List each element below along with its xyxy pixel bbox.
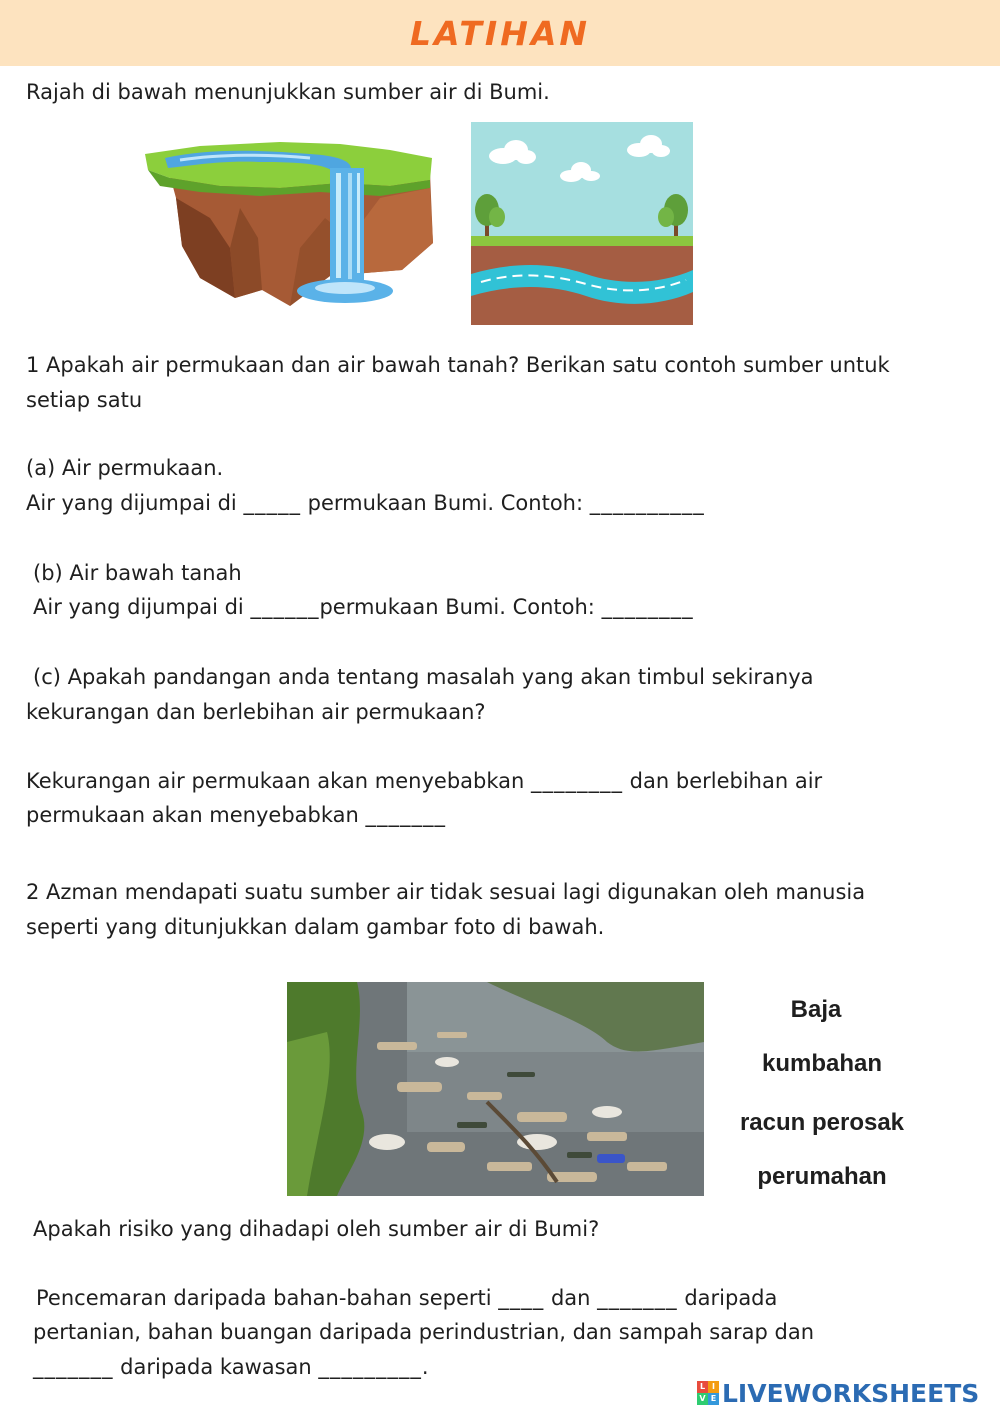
logo-letter: E xyxy=(708,1393,719,1405)
q2-question: Apakah risiko yang dihadapi oleh sumber air di Bumi? xyxy=(33,1217,600,1241)
q1a-text2: permukaan Bumi. Contoh: xyxy=(300,491,590,515)
header-bar xyxy=(0,0,1000,66)
q1c-answer-line1 xyxy=(26,764,822,798)
q2-answer-line2: pertanian, bahan buangan daripada perindustrian, dan sampah sarap dan xyxy=(33,1320,815,1344)
waterfall-illustration xyxy=(140,128,435,308)
q1a-answer-line xyxy=(26,486,705,520)
q2-line2: seperti yang ditunjukkan dalam gambar foto di bawah. xyxy=(26,915,605,939)
q1c-blank-1[interactable]: ________ xyxy=(531,769,623,793)
logo-letter: I xyxy=(708,1381,719,1393)
q2-blank-1[interactable]: ____ xyxy=(498,1286,545,1310)
q1a-blank-1[interactable]: _____ xyxy=(243,491,301,515)
q2-ans-text2: dan xyxy=(544,1286,598,1310)
q1b-text2: permukaan Bumi. Contoh: xyxy=(319,595,602,619)
word-bank-item[interactable]: perumahan xyxy=(757,1163,887,1190)
q1c-ans2-text1: permukaan akan menyebabkan xyxy=(26,803,366,827)
q1c-ans1-text2: dan berlebihan air xyxy=(623,769,823,793)
q2-ans-text3: daripada xyxy=(677,1286,778,1310)
logo-text: LIVEWORKSHEETS xyxy=(722,1378,980,1408)
q1-line1: 1 Apakah air permukaan dan air bawah tanah? Berikan satu contoh sumber untuk xyxy=(26,353,890,377)
logo-mark-icon xyxy=(697,1381,719,1405)
word-bank-item[interactable]: Baja xyxy=(790,996,842,1023)
q2-blank-3[interactable]: _______ xyxy=(33,1355,114,1379)
q1c-blank-2[interactable]: _______ xyxy=(365,803,447,827)
q2-blank-2[interactable]: _______ xyxy=(597,1286,678,1310)
q1b-blank-1[interactable]: ______ xyxy=(250,595,320,619)
q1c-answer-line2 xyxy=(26,798,446,832)
page-title: LATIHAN xyxy=(410,14,590,53)
q2-ans-text1: Pencemaran daripada bahan-bahan seperti xyxy=(36,1286,499,1310)
q2-blank-4[interactable]: _________ xyxy=(318,1355,422,1379)
logo-letter: V xyxy=(697,1393,708,1405)
q1a-title: (a) Air permukaan. xyxy=(26,456,224,480)
q2-ans-text4: daripada kawasan xyxy=(113,1355,319,1379)
q1b-answer-line xyxy=(33,590,694,624)
q2-line1: 2 Azman mendapati suatu sumber air tidak sesuai lagi digunakan oleh manusia xyxy=(26,880,866,904)
word-bank-item[interactable]: kumbahan xyxy=(761,1050,883,1077)
q2-answer-line3 xyxy=(33,1350,429,1384)
word-bank-item[interactable]: racun perosak xyxy=(739,1109,905,1136)
q1b-text1: Air yang dijumpai di xyxy=(33,595,251,619)
liveworksheets-logo[interactable] xyxy=(697,1376,979,1410)
q1b-title: (b) Air bawah tanah xyxy=(33,561,242,585)
q1-line2: setiap satu xyxy=(26,388,143,412)
q1c-line1: (c) Apakah pandangan anda tentang masalah yang akan timbul sekiranya xyxy=(33,665,814,689)
q1c-ans1-text1: Kekurangan air permukaan akan menyebabkan xyxy=(26,769,531,793)
q1b-blank-2[interactable]: ________ xyxy=(601,595,694,619)
intro-text: Rajah di bawah menunjukkan sumber air di Bumi. xyxy=(26,80,550,104)
groundwater-illustration xyxy=(471,122,693,325)
q1a-text1: Air yang dijumpai di xyxy=(26,491,244,515)
q1c-line2: kekurangan dan berlebihan air permukaan? xyxy=(26,700,486,724)
q1a-blank-2[interactable]: __________ xyxy=(589,491,705,515)
polluted-river-photo xyxy=(287,982,704,1196)
logo-letter: L xyxy=(697,1381,708,1393)
q2-answer-line1 xyxy=(36,1281,777,1315)
q2-ans-text5: . xyxy=(421,1355,429,1379)
